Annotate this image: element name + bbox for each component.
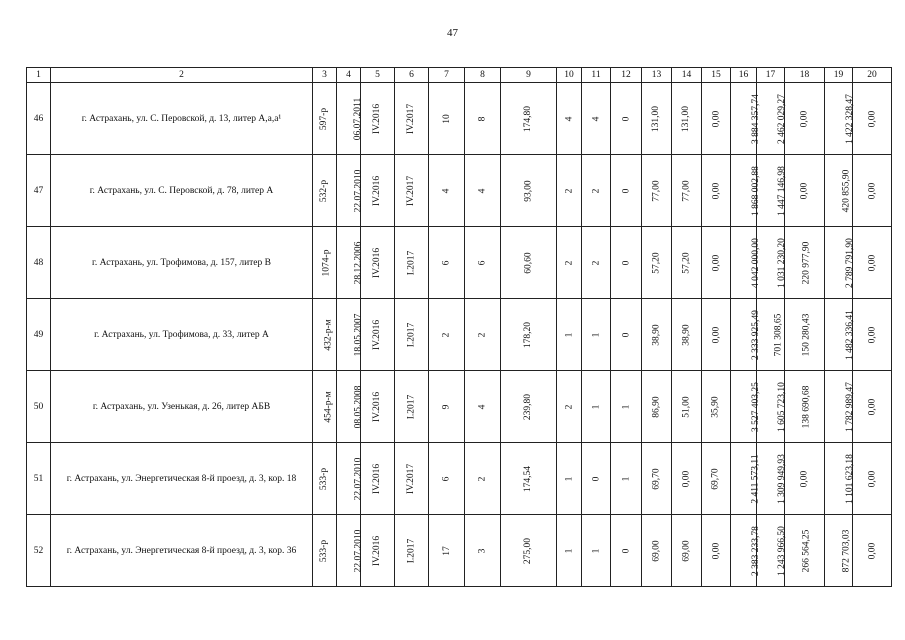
- table-cell: [337, 83, 364, 155]
- table-cell: 50: [27, 371, 51, 443]
- table-cell: [642, 227, 672, 299]
- cell-value: 17: [441, 545, 452, 556]
- cell-value: 0,00: [867, 326, 877, 343]
- table-cell: [361, 299, 395, 371]
- cell-value: 3: [477, 548, 488, 553]
- cell-value: 1 782 989,47: [844, 381, 855, 432]
- cell-value: 1 031 230,20: [776, 237, 787, 288]
- cell-value: 1: [591, 404, 601, 409]
- cell-value: 1: [564, 476, 574, 481]
- cell-value: 4: [591, 116, 601, 121]
- table-cell: [702, 227, 731, 299]
- cell-value: 0: [621, 332, 631, 337]
- cell-value: 174,54: [523, 465, 534, 492]
- cell-value: 420 855,90: [841, 169, 852, 212]
- table-cell: [582, 83, 611, 155]
- table-cell: [557, 299, 582, 371]
- cell-value: 266 564,25: [801, 529, 812, 572]
- cell-value: 701 308,65: [773, 313, 784, 356]
- cell-value: 69,00: [651, 539, 662, 562]
- cell-value: 1 868 002,88: [750, 165, 761, 216]
- table-cell: [611, 515, 642, 587]
- cell-value: 1: [564, 332, 574, 337]
- cell-value: 69,70: [711, 467, 721, 490]
- cell-value: 38,90: [651, 323, 662, 346]
- table-cell: [642, 515, 672, 587]
- cell-value: 1: [591, 332, 601, 337]
- column-header: 5: [361, 68, 395, 83]
- table-cell: [582, 515, 611, 587]
- table-row: [27, 83, 892, 155]
- data-table: [26, 67, 892, 587]
- table-cell: [731, 299, 761, 371]
- table-cell: [582, 227, 611, 299]
- cell-value: 2 383 233,78: [750, 525, 761, 576]
- cell-value: 69,70: [651, 467, 662, 490]
- table-cell: [313, 83, 337, 155]
- table-cell: [853, 155, 892, 227]
- table-cell: [501, 443, 557, 515]
- column-header: 6: [395, 68, 429, 83]
- cell-value: 6: [441, 260, 452, 265]
- cell-value: 22.07.2010: [353, 169, 364, 212]
- cell-value: 35,90: [711, 395, 721, 418]
- cell-value: 2: [564, 188, 574, 193]
- cell-value: 150 280,43: [801, 313, 812, 356]
- table-cell: [429, 371, 465, 443]
- table-cell: [465, 83, 501, 155]
- table-cell: [395, 443, 429, 515]
- column-header: 15: [702, 68, 731, 83]
- table-cell: [465, 371, 501, 443]
- cell-value: 2: [591, 188, 601, 193]
- table-cell: [731, 443, 761, 515]
- cell-value: IV.2016: [372, 247, 383, 278]
- cell-value: 432-р-м: [323, 318, 334, 351]
- table-cell: [501, 227, 557, 299]
- page-number: 47: [447, 27, 458, 39]
- table-cell: [702, 155, 731, 227]
- table-cell: [672, 299, 702, 371]
- table-cell: [337, 515, 364, 587]
- cell-value: 1074-р: [321, 249, 332, 276]
- cell-value: 0,00: [681, 470, 692, 487]
- cell-value: 22.07.2010: [353, 457, 364, 500]
- cell-value: 18.05.2007: [353, 313, 364, 356]
- cell-value: 1: [621, 404, 631, 409]
- table-cell: [465, 155, 501, 227]
- cell-value: 0,00: [711, 110, 721, 127]
- table-cell: [465, 227, 501, 299]
- table-cell: [337, 155, 364, 227]
- table-cell: [785, 155, 825, 227]
- table-cell: [429, 227, 465, 299]
- cell-value: 69,00: [681, 539, 692, 562]
- table-cell: 48: [27, 227, 51, 299]
- cell-value: 9: [441, 404, 452, 409]
- cell-value: 77,00: [681, 179, 692, 202]
- cell-value: 4: [564, 116, 574, 121]
- cell-value: 3 527 403,25: [750, 381, 761, 432]
- table-row: [27, 515, 892, 587]
- cell-value: 1 309 949,93: [776, 453, 787, 504]
- cell-value: 872 703,03: [841, 529, 852, 572]
- table-cell: [785, 443, 825, 515]
- table-cell: [642, 83, 672, 155]
- table-cell: [672, 155, 702, 227]
- cell-value: 0,00: [867, 470, 877, 487]
- column-header: 1: [27, 68, 51, 83]
- cell-value: 2 462 029,27: [776, 93, 787, 144]
- cell-value: I.2017: [406, 538, 417, 563]
- cell-value: 4: [441, 188, 452, 193]
- header-row: [27, 68, 892, 83]
- table-cell: [642, 443, 672, 515]
- table-cell: 46: [27, 83, 51, 155]
- cell-value: 131,00: [651, 105, 662, 132]
- table-cell: [465, 299, 501, 371]
- cell-value: IV.2016: [372, 103, 383, 134]
- table-cell: [429, 83, 465, 155]
- table-cell: [361, 443, 395, 515]
- cell-value: 10: [441, 113, 452, 124]
- table-cell: [395, 155, 429, 227]
- cell-value: 2: [477, 476, 488, 481]
- table-cell: [702, 515, 731, 587]
- cell-value: 533-р: [319, 539, 330, 562]
- table-cell: [465, 515, 501, 587]
- cell-value: 06.07.2011: [353, 97, 364, 140]
- cell-value: 0: [621, 548, 631, 553]
- table-cell: [361, 227, 395, 299]
- table-row: [27, 443, 892, 515]
- table-cell: [557, 83, 582, 155]
- table-cell: [337, 443, 364, 515]
- table-cell: [853, 371, 892, 443]
- cell-value: 2 789 791,90: [844, 237, 855, 288]
- table-cell: [785, 227, 825, 299]
- table-cell: 51: [27, 443, 51, 515]
- cell-value: 86,90: [651, 395, 662, 418]
- column-header: 7: [429, 68, 465, 83]
- table-cell: [642, 155, 672, 227]
- table-cell: [501, 371, 557, 443]
- table-cell: [731, 371, 761, 443]
- table-cell: [313, 515, 337, 587]
- table-cell: [313, 155, 337, 227]
- cell-value: 597-р: [319, 107, 330, 130]
- cell-value: 3 884 357,74: [750, 93, 761, 144]
- table-cell: [429, 299, 465, 371]
- cell-value: 4: [477, 404, 488, 409]
- cell-value: 131,00: [681, 105, 692, 132]
- table-cell: [825, 155, 853, 227]
- cell-value: 0,00: [799, 110, 810, 127]
- cell-value: IV.2017: [406, 103, 417, 134]
- table-cell: [337, 227, 364, 299]
- table-cell: [702, 83, 731, 155]
- table-cell: [672, 443, 702, 515]
- cell-value: IV.2016: [372, 535, 383, 566]
- cell-value: 60,60: [523, 251, 534, 274]
- table-cell: [825, 443, 853, 515]
- table-cell: [501, 299, 557, 371]
- cell-value: 0,00: [867, 398, 877, 415]
- cell-value: IV.2017: [406, 175, 417, 206]
- cell-value: I.2017: [406, 250, 417, 275]
- cell-value: 1 101 623,18: [844, 453, 855, 504]
- table-row: [27, 299, 892, 371]
- cell-value: 0: [621, 260, 631, 265]
- table-cell: [361, 83, 395, 155]
- cell-value: 174,80: [523, 105, 534, 132]
- table-cell: [853, 515, 892, 587]
- table-cell: [853, 83, 892, 155]
- table-cell: [642, 371, 672, 443]
- table-cell: [853, 299, 892, 371]
- cell-value: 275,00: [523, 537, 534, 564]
- column-header: 3: [313, 68, 337, 83]
- table-cell: [702, 443, 731, 515]
- cell-value: 0,00: [799, 470, 810, 487]
- table-cell: [395, 515, 429, 587]
- table-cell: г. Астрахань, ул. Узенькая, д. 26, литер АБВ: [51, 371, 313, 443]
- cell-value: 28.12.2006: [353, 241, 364, 284]
- table-cell: [582, 443, 611, 515]
- table-row: [27, 227, 892, 299]
- table-cell: [785, 371, 825, 443]
- table-cell: г. Астрахань, ул. Энергетическая 8-й проезд, д. 3, кор. 36: [51, 515, 313, 587]
- table-cell: [611, 299, 642, 371]
- table-cell: [702, 371, 731, 443]
- table-cell: [611, 227, 642, 299]
- cell-value: 0,00: [799, 182, 810, 199]
- cell-value: 2: [591, 260, 601, 265]
- cell-value: IV.2016: [372, 463, 383, 494]
- table-cell: [853, 443, 892, 515]
- column-header: 2: [51, 68, 313, 83]
- cell-value: 532-р: [319, 179, 330, 202]
- cell-value: 4 042 000,00: [750, 237, 761, 288]
- cell-value: 0,00: [711, 254, 721, 271]
- table-cell: [611, 443, 642, 515]
- cell-value: 2: [564, 404, 574, 409]
- column-header: 17: [757, 68, 785, 83]
- cell-value: 1: [564, 548, 574, 553]
- cell-value: 454-р-м: [323, 390, 334, 423]
- table-row: [27, 371, 892, 443]
- cell-value: 1 422 328,47: [844, 93, 855, 144]
- cell-value: 0,00: [867, 182, 877, 199]
- table-cell: [611, 83, 642, 155]
- cell-value: 178,20: [523, 321, 534, 348]
- cell-value: 138 690,68: [801, 385, 812, 428]
- column-header: 9: [501, 68, 557, 83]
- table-cell: [611, 155, 642, 227]
- table-cell: [731, 227, 761, 299]
- cell-value: 1: [621, 476, 631, 481]
- cell-value: 220 977,90: [801, 241, 812, 284]
- column-header: 11: [582, 68, 611, 83]
- cell-value: 533-р: [319, 467, 330, 490]
- table-cell: 49: [27, 299, 51, 371]
- table-cell: [501, 155, 557, 227]
- table-cell: [731, 83, 761, 155]
- table-cell: г. Астрахань, ул. С. Перовской, д. 13, литер А,а,а¹: [51, 83, 313, 155]
- cell-value: 0,00: [867, 542, 877, 559]
- table-cell: г. Астрахань, ул. Энергетическая 8-й проезд, д. 3, кор. 18: [51, 443, 313, 515]
- table-cell: [611, 371, 642, 443]
- cell-value: 0,00: [867, 110, 877, 127]
- table-cell: [395, 371, 429, 443]
- table-cell: [785, 83, 825, 155]
- cell-value: IV.2016: [372, 175, 383, 206]
- table-cell: г. Астрахань, ул. Трофимова, д. 33, литер А: [51, 299, 313, 371]
- table-cell: г. Астрахань, ул. Трофимова, д. 157, литер В: [51, 227, 313, 299]
- cell-value: 0: [621, 188, 631, 193]
- table-cell: [465, 443, 501, 515]
- table-cell: [825, 515, 853, 587]
- table-cell: [361, 155, 395, 227]
- table-cell: [825, 83, 853, 155]
- column-header: 8: [465, 68, 501, 83]
- table-cell: [582, 299, 611, 371]
- table-cell: [731, 155, 761, 227]
- table-cell: г. Астрахань, ул. С. Перовской, д. 78, литер А: [51, 155, 313, 227]
- table-cell: [672, 83, 702, 155]
- cell-value: 8: [477, 116, 488, 121]
- column-header: 10: [557, 68, 582, 83]
- table-cell: [853, 227, 892, 299]
- cell-value: 2 411 573,11: [750, 453, 761, 504]
- cell-value: 2 333 925,49: [750, 309, 761, 360]
- cell-value: 0: [591, 476, 601, 481]
- table-cell: [702, 299, 731, 371]
- table-cell: [825, 227, 853, 299]
- table-cell: [672, 515, 702, 587]
- table-cell: [501, 515, 557, 587]
- table-cell: 52: [27, 515, 51, 587]
- table-cell: [672, 371, 702, 443]
- table-cell: [429, 443, 465, 515]
- cell-value: IV.2016: [372, 391, 383, 422]
- table-row: [27, 155, 892, 227]
- table-cell: [557, 515, 582, 587]
- cell-value: 0,00: [711, 326, 721, 343]
- table-cell: [361, 515, 395, 587]
- cell-value: 08.05.2008: [353, 385, 364, 428]
- table-body: [27, 68, 892, 587]
- table-cell: [429, 155, 465, 227]
- cell-value: 93,00: [523, 179, 534, 202]
- cell-value: 239,80: [523, 393, 534, 420]
- cell-value: 22.07.2010: [353, 529, 364, 572]
- cell-value: 1: [591, 548, 601, 553]
- column-header: 4: [337, 68, 361, 83]
- cell-value: 1 447 146,98: [776, 165, 787, 216]
- table-cell: 47: [27, 155, 51, 227]
- table-cell: [337, 371, 364, 443]
- table-cell: [825, 299, 853, 371]
- cell-value: 0: [621, 116, 631, 121]
- table-cell: [557, 227, 582, 299]
- cell-value: 57,20: [651, 251, 662, 274]
- table-cell: [337, 299, 364, 371]
- table-cell: [785, 515, 825, 587]
- table-cell: [731, 515, 761, 587]
- table-cell: [395, 299, 429, 371]
- cell-value: 1 605 723,10: [776, 381, 787, 432]
- cell-value: 2: [564, 260, 574, 265]
- cell-value: IV.2017: [406, 463, 417, 494]
- table-cell: [672, 227, 702, 299]
- cell-value: 1 243 966,50: [776, 525, 787, 576]
- cell-value: 38,90: [681, 323, 692, 346]
- cell-value: 0,00: [711, 542, 721, 559]
- cell-value: 51,00: [681, 395, 692, 418]
- column-header: 18: [785, 68, 825, 83]
- table-cell: [757, 443, 785, 515]
- table-cell: [395, 83, 429, 155]
- cell-value: 2: [477, 332, 488, 337]
- table-cell: [785, 299, 825, 371]
- table-cell: [557, 443, 582, 515]
- column-header: 12: [611, 68, 642, 83]
- cell-value: 2: [441, 332, 452, 337]
- cell-value: 6: [477, 260, 488, 265]
- table-cell: [582, 371, 611, 443]
- column-header: 16: [731, 68, 757, 83]
- cell-value: I.2017: [406, 394, 417, 419]
- cell-value: 0,00: [867, 254, 877, 271]
- table-cell: [313, 299, 337, 371]
- table-cell: [313, 371, 337, 443]
- cell-value: 77,00: [651, 179, 662, 202]
- table-cell: [501, 83, 557, 155]
- table-cell: [313, 227, 337, 299]
- column-header: 20: [853, 68, 892, 83]
- cell-value: 0,00: [711, 182, 721, 199]
- table-cell: [429, 515, 465, 587]
- table-cell: [395, 227, 429, 299]
- table-cell: [557, 155, 582, 227]
- column-header: 13: [642, 68, 672, 83]
- table-cell: [825, 371, 853, 443]
- table-cell: [642, 299, 672, 371]
- column-header: 19: [825, 68, 853, 83]
- column-header: 14: [672, 68, 702, 83]
- cell-value: IV.2016: [372, 319, 383, 350]
- cell-value: 1 482 336,41: [844, 309, 855, 360]
- cell-value: 6: [441, 476, 452, 481]
- table-cell: [313, 443, 337, 515]
- cell-value: 57,20: [681, 251, 692, 274]
- table-cell: [582, 155, 611, 227]
- cell-value: 4: [477, 188, 488, 193]
- table-cell: [361, 371, 395, 443]
- cell-value: I.2017: [406, 322, 417, 347]
- table-cell: [557, 371, 582, 443]
